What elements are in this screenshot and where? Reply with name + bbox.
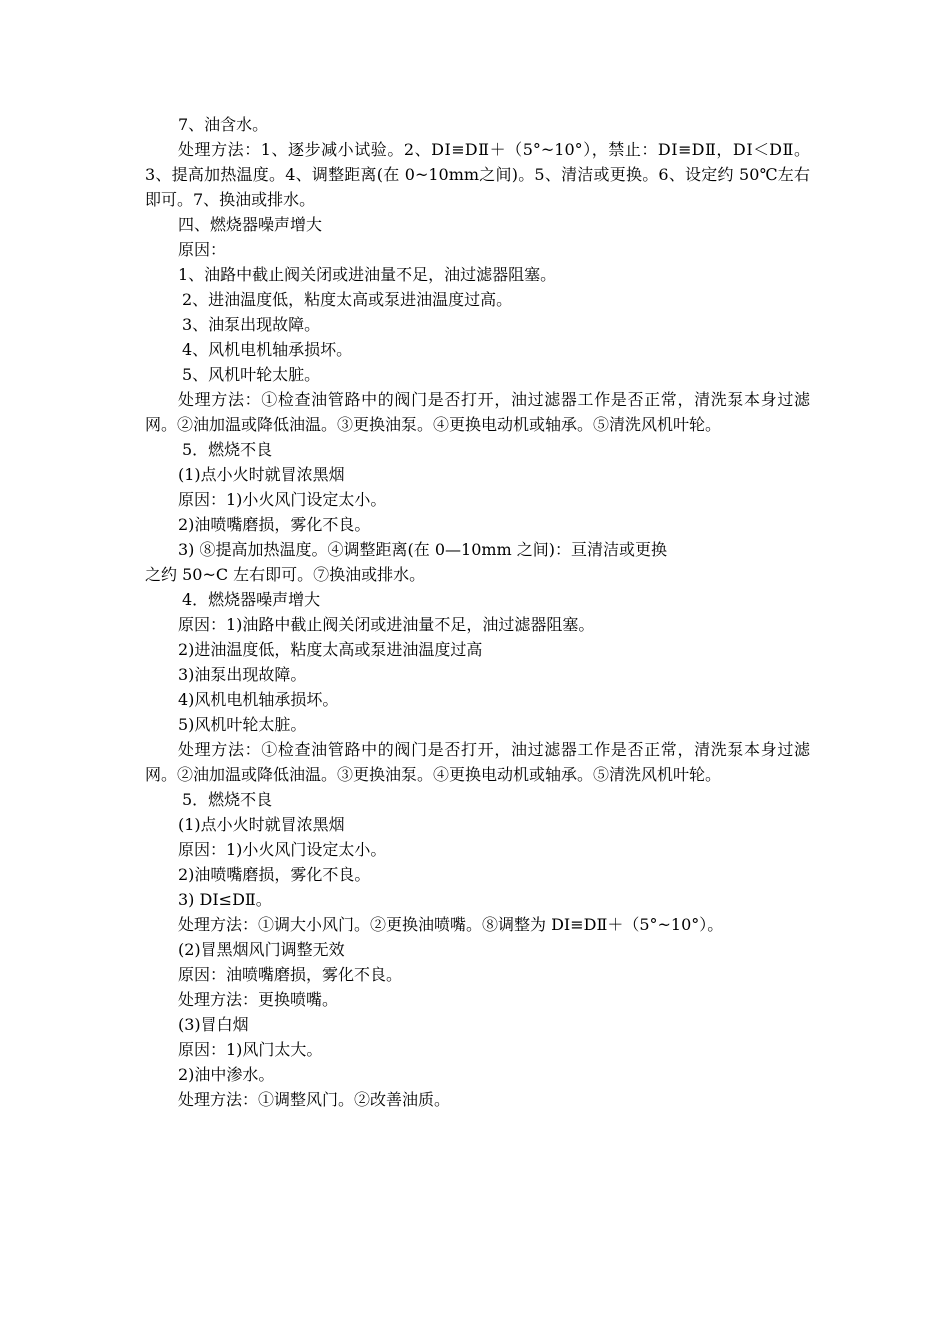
text-line: 3) ⑧提高加热温度。④调整距离(在 0—10mm 之间)：亘清洁或更换 bbox=[178, 540, 668, 559]
text-line: 2)油喷嘴磨损，雾化不良。 bbox=[178, 515, 371, 534]
text-line: 5．燃烧不良 bbox=[182, 790, 273, 809]
document-body bbox=[145, 112, 810, 1112]
text-line: 1、油路中截止阀关闭或进油量不足，油过滤器阻塞。 bbox=[178, 265, 557, 284]
text-line: 5．燃烧不良 bbox=[182, 440, 273, 459]
text-line: 处理方法：①调大小风门。②更换油喷嘴。⑧调整为 DⅠ≡DⅡ＋（5°~10°）。 bbox=[178, 915, 724, 934]
text-line: 3、油泵出现故障。 bbox=[182, 315, 321, 334]
text-line: 处理方法：更换喷嘴。 bbox=[178, 990, 339, 1009]
text-line: 2、进油温度低，粘度太高或泵进油温度过高。 bbox=[182, 290, 513, 309]
text-line: 原因： bbox=[178, 240, 227, 259]
text-line: 4．燃烧器噪声增大 bbox=[182, 590, 321, 609]
text-line: 四、燃烧器噪声增大 bbox=[178, 215, 323, 234]
text-line: 之约 50~C 左右即可。⑦换油或排水。 bbox=[145, 565, 426, 584]
text-line: 原因：1)风门太大。 bbox=[178, 1040, 323, 1059]
text-line: 处理方法：1、逐步减小试验。2、DⅠ≡DⅡ＋（5°~10°），禁止：DⅠ≡DⅡ，DⅠ＜DⅡ。3、提高加热温度。4、调整距离(在 0~10mm之间)。5、清洁或更换。6、设定约 50℃左右即可。7、换油或排水。 bbox=[145, 140, 810, 209]
text-line: 处理方法：①检查油管路中的阀门是否打开，油过滤器工作是否正常，清洗泵本身过滤网。②油加温或降低油温。③更换油泵。④更换电动机或轴承。⑤清洗风机叶轮。 bbox=[145, 740, 810, 784]
text-line: 7、油含水。 bbox=[178, 115, 269, 134]
text-line: (2)冒黑烟风门调整无效 bbox=[178, 940, 345, 959]
text-line: (1)点小火时就冒浓黑烟 bbox=[178, 815, 345, 834]
text-line: 3)油泵出现故障。 bbox=[178, 665, 307, 684]
text-line: 2)油中渗水。 bbox=[178, 1065, 275, 1084]
text-line: 处理方法：①检查油管路中的阀门是否打开，油过滤器工作是否正常，清洗泵本身过滤网。②油加温或降低油温。③更换油泵。④更换电动机或轴承。⑤清洗风机叶轮。 bbox=[145, 390, 810, 434]
text-line: 4)风机电机轴承损坏。 bbox=[178, 690, 339, 709]
text-line: (3)冒白烟 bbox=[178, 1015, 249, 1034]
text-line: 原因：1)油路中截止阀关闭或进油量不足，油过滤器阻塞。 bbox=[178, 615, 595, 634]
text-line: 3) DⅠ≤DⅡ。 bbox=[178, 890, 272, 909]
text-line: 原因：1)小火风门设定太小。 bbox=[178, 840, 387, 859]
text-line: 4、风机电机轴承损坏。 bbox=[182, 340, 353, 359]
text-line: 5)风机叶轮太脏。 bbox=[178, 715, 307, 734]
text-line: 原因：油喷嘴磨损，雾化不良。 bbox=[178, 965, 403, 984]
text-line: 2)油喷嘴磨损，雾化不良。 bbox=[178, 865, 371, 884]
text-line: 处理方法：①调整风门。②改善油质。 bbox=[178, 1090, 451, 1109]
text-line: 2)进油温度低，粘度太高或泵进油温度过高 bbox=[178, 640, 483, 659]
text-line: 原因：1)小火风门设定太小。 bbox=[178, 490, 387, 509]
text-line: (1)点小火时就冒浓黑烟 bbox=[178, 465, 345, 484]
text-line: 5、风机叶轮太脏。 bbox=[182, 365, 321, 384]
